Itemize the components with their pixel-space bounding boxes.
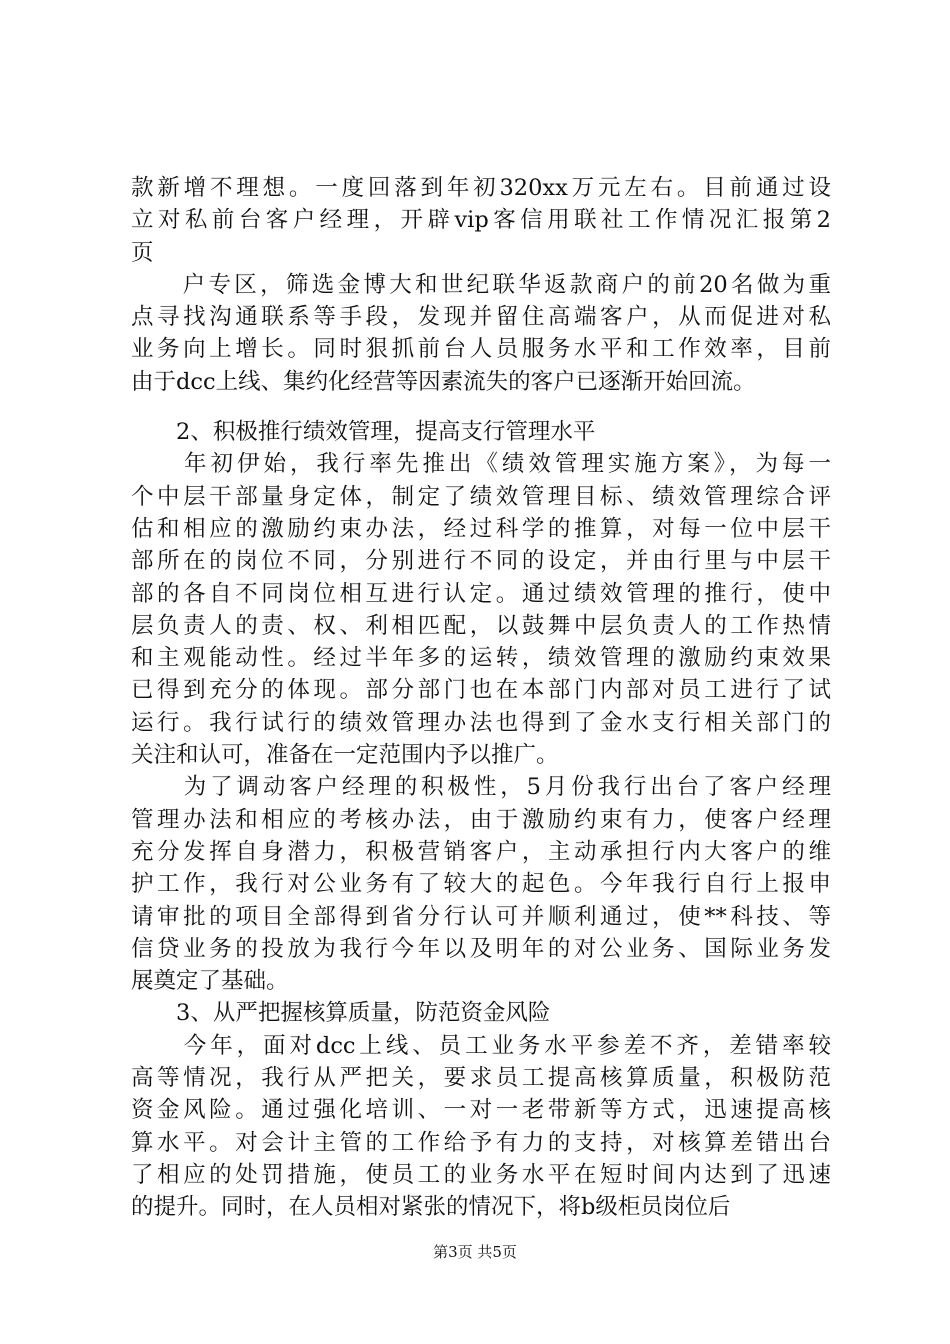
- text-line: 为了调动客户经理的积极性，5月份我行出台了客户经理: [131, 774, 831, 801]
- text-line: 护工作，我行对公业务有了较大的起色。今年我行自行上报申: [131, 871, 831, 898]
- paragraph: [131, 771, 831, 997]
- text-line: 立对私前台客户经理，开辟vip客信用联社工作情况汇报第2: [131, 207, 831, 234]
- text-line: 2、积极推行绩效管理，提高支行管理水平: [131, 419, 596, 446]
- text-line: 部的各自不同岗位相互进行认定。通过绩效管理的推行，使中: [131, 580, 831, 607]
- page-footer: 第3页 共5页: [433, 1243, 517, 1261]
- paragraph: [131, 997, 831, 1029]
- text-line: 已得到充分的体现。部分部门也在本部门内部对员工进行了试: [131, 677, 831, 704]
- paragraph: [131, 448, 831, 771]
- text-line: 请审批的项目全部得到省分行认可并顺利通过，使**科技、等: [131, 903, 831, 930]
- paragraph: [131, 416, 831, 448]
- document-body: [131, 172, 831, 1224]
- text-line: 运行。我行试行的绩效管理办法也得到了金水支行相关部门的: [131, 709, 831, 736]
- text-line: 高等情况，我行从严把关，要求员工提高核算质量，积极防范: [131, 1065, 831, 1092]
- text-line: 的提升。同时，在人员相对紧张的情况下，将b级柜员岗位后: [131, 1194, 731, 1221]
- text-line: 充分发挥自身潜力，积极营销客户，主动承担行内大客户的维: [131, 838, 831, 865]
- paragraph: [131, 172, 831, 269]
- text-line: 部所在的岗位不同，分别进行不同的设定，并由行里与中层干: [131, 548, 831, 575]
- text-line: 页: [131, 239, 154, 266]
- text-line: 资金风险。通过强化培训、一对一老带新等方式，迅速提高核: [131, 1097, 831, 1124]
- text-line: 信贷业务的投放为我行今年以及明年的对公业务、国际业务发: [131, 935, 831, 962]
- text-line: 和主观能动性。经过半年多的运转，绩效管理的激励约束效果: [131, 645, 831, 672]
- paragraph: [131, 1030, 831, 1224]
- paragraph-gap: [131, 398, 831, 416]
- text-line: 3、从严把握核算质量，防范资金风险: [131, 1000, 551, 1027]
- text-line: 层负责人的责、权、利相匹配，以鼓舞中层负责人的工作热情: [131, 612, 831, 639]
- text-line: 户专区，筛选金博大和世纪联华返款商户的前20名做为重: [131, 271, 831, 298]
- text-line: 展奠定了基础。: [131, 968, 289, 995]
- text-line: 管理办法和相应的考核办法，由于激励约束有力，使客户经理: [131, 806, 831, 833]
- text-line: 年初伊始，我行率先推出《绩效管理实施方案》，为每一: [131, 451, 831, 478]
- text-line: 款新增不理想。一度回落到年初320xx万元左右。目前通过设: [131, 175, 831, 201]
- text-line: 今年，面对dcc上线、员工业务水平参差不齐，差错率较: [131, 1032, 831, 1059]
- paragraph: [131, 269, 831, 398]
- text-line: 个中层干部量身定体，制定了绩效管理目标、绩效管理综合评: [131, 483, 831, 510]
- text-line: 了相应的处罚措施，使员工的业务水平在短时间内达到了迅速: [131, 1161, 831, 1188]
- text-line: 估和相应的激励约束办法，经过科学的推算，对每一位中层干: [131, 515, 831, 542]
- text-line: 关注和认可，准备在一定范围内予以推广。: [131, 742, 559, 769]
- text-line: 点寻找沟通联系等手段，发现并留住高端客户，从而促进对私: [131, 304, 831, 331]
- text-line: 算水平。对会计主管的工作给予有力的支持，对核算差错出台: [131, 1129, 831, 1156]
- text-line: 由于dcc上线、集约化经营等因素流失的客户已逐渐开始回流。: [131, 368, 756, 395]
- text-line: 业务向上增长。同时狠抓前台人员服务水平和工作效率，目前: [131, 336, 831, 363]
